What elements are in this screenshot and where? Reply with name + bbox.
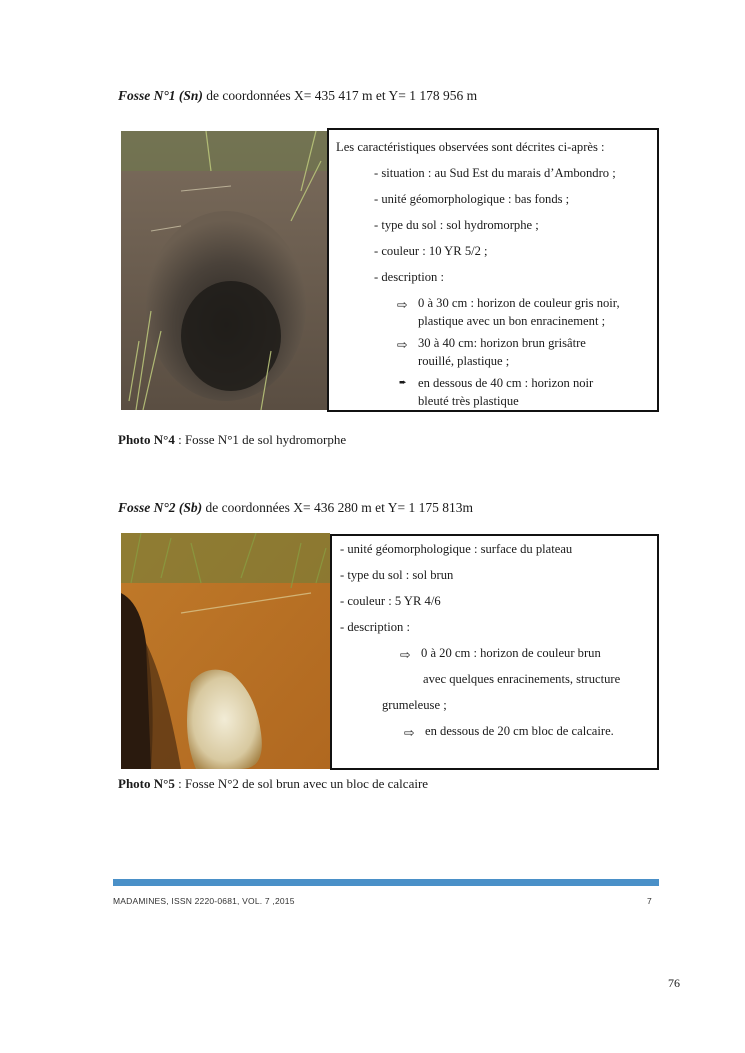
section2-heading: [118, 500, 473, 516]
section1-desc-2-line1: 30 à 40 cm: horizon brun grisâtre: [418, 336, 586, 350]
section1-item-description: - description :: [374, 270, 444, 284]
photo5-caption-label: Photo N°5: [118, 776, 175, 791]
photo5-caption: [118, 776, 428, 792]
section1-description-box: [327, 128, 659, 412]
section1-heading-title: Fosse N°1 (Sn): [118, 88, 203, 103]
photo-fosse-2: [121, 533, 330, 769]
photo4-caption: [118, 432, 346, 448]
photo4-caption-text: : Fosse N°1 de sol hydromorphe: [174, 432, 347, 447]
section1-item-couleur: - couleur : 10 YR 5/2 ;: [374, 244, 488, 258]
section1-intro: Les caractéristiques observées sont décrites ci-après :: [336, 140, 605, 154]
section2-desc-1-line1: 0 à 20 cm : horizon de couleur brun: [421, 646, 601, 660]
page-number: 76: [668, 976, 680, 990]
section1-heading: [118, 88, 477, 104]
section1-desc-3-line2: bleuté très plastique: [418, 394, 519, 408]
photo-fosse-1: [121, 131, 327, 410]
section2-item-description: - description :: [340, 620, 410, 634]
footer-journal: MADAMINES, ISSN 2220-0681, VOL. 7 ,2015: [113, 896, 295, 906]
section1-desc-1-line2: plastique avec un bon enracinement ;: [418, 314, 606, 328]
section2-heading-title: Fosse N°2 (Sb): [118, 500, 203, 515]
section2-description-box: [330, 534, 659, 770]
photo5-caption-text: : Fosse N°2 de sol brun avec un bloc de calcaire: [174, 776, 429, 791]
section1-heading-coords: de coordonnées X= 435 417 m et Y= 1 178 956 m: [202, 88, 478, 103]
section2-desc-1-line3: grumeleuse ;: [382, 698, 447, 712]
section2-item-unite: - unité géomorphologique : surface du plateau: [340, 542, 573, 556]
section2-item-couleur: - couleur : 5 YR 4/6: [340, 594, 441, 608]
arrow-icon: ⇨: [400, 647, 411, 662]
section2-heading-coords: de coordonnées X= 436 280 m et Y= 1 175 813m: [202, 500, 473, 515]
photo-fosse-2-image: [121, 533, 330, 769]
section1-item-situation: - situation : au Sud Est du marais d’Ambondro ;: [374, 166, 616, 180]
section2-item-type: - type du sol : sol brun: [340, 568, 454, 582]
photo-fosse-1-image: [121, 131, 327, 410]
arrow-icon: ⇨: [397, 337, 408, 352]
arrow-icon: ➨: [399, 378, 407, 388]
section1-desc-1-line1: 0 à 30 cm : horizon de couleur gris noir,: [418, 296, 620, 310]
section1-item-unite: - unité géomorphologique : bas fonds ;: [374, 192, 570, 206]
section1-item-type: - type du sol : sol hydromorphe ;: [374, 218, 539, 232]
footer-inner-page: 7: [647, 896, 652, 906]
section1-desc-3-line1: en dessous de 40 cm : horizon noir: [418, 376, 594, 390]
photo4-caption-label: Photo N°4: [118, 432, 175, 447]
section1-desc-2-line2: rouillé, plastique ;: [418, 354, 510, 368]
arrow-icon: ⇨: [397, 297, 408, 312]
section2-desc-1-line2: avec quelques enracinements, structure: [423, 672, 621, 686]
footer-bar: [113, 879, 659, 886]
arrow-icon: ⇨: [404, 725, 415, 740]
section2-desc-2-line1: en dessous de 20 cm bloc de calcaire.: [425, 724, 614, 738]
